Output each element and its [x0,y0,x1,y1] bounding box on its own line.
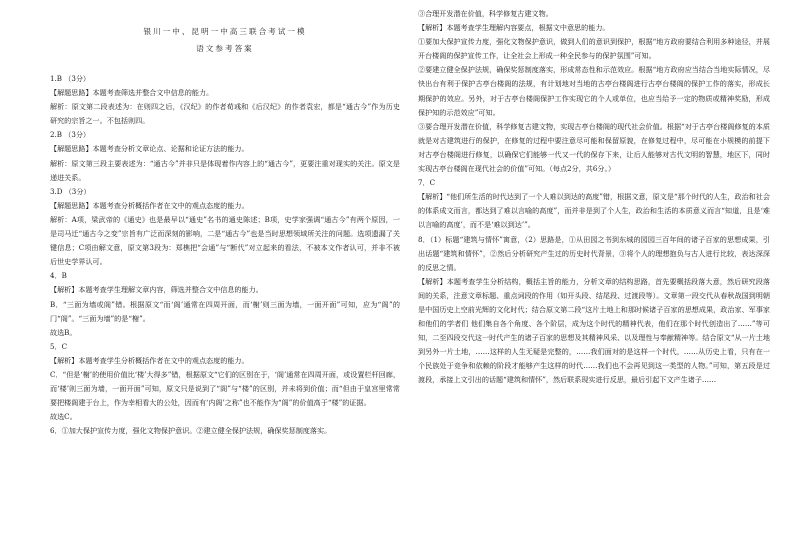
paragraph: 7．C [418,178,436,188]
paragraph: 【解题思路】本题考查分析概括作者在文中的观点态度的能力。 [50,200,249,210]
paragraph: 8．（1）标题“建筑与情怀”寓意，（2）思路是，①从田园之书到东城的园园三百年间的诸子百家的思想成果，引出话题“建筑和情怀”，②然后分析研究产生过的历史时代背景，③将个人的理想抱负与古人进行比较，表达深深的反思之情。 [418,234,770,272]
paragraph: ③要合理开发潜在价值，科学修复古建文物，实现古亭台楼阁的现代社会价值。根据“对于古亭台楼阁修复的本质就是对古建筑进行的保护，在修复的过程中要注意尽可能和保留原貌，在修复过程中，尽可能在小规模的前提下对古亭台楼阁进行修复，以确保它们能够一代又一代的保存下来，让后人能够对古代文明的智慧，地区下，同时实现古亭台楼阁在现代社会的价值”可知。（每点2分，共6分。） [418,121,770,174]
paragraph: 1.B （3分） [50,74,91,83]
paragraph: 6．①加大保护宣传力度，强化文物保护意识。②建立健全保护法规，确保奖惩制度落实。 [50,426,332,436]
paragraph: 故选B。 [50,327,77,337]
paragraph: ②要建立健全保护法规，确保奖惩制度落实，形成常态性和示范效应。根据“地方政府应当结合当地实际情况，尽快出台有利于保护古亭台楼阁的法规，有计划地对当地的古亭台楼阁进行古亭台楼阁的保护工作的落实，形成长期保护的效应。另外，对于古亭台楼阁保护工作实现它的个人或单位，也应当给予一定的物质或精神奖励，形成保护知的示范效应”可知。 [418,65,770,117]
paragraph: 解析：A项，梁武帝的《通史》也是最早以“通史”名书的通史陈述；B项，史学家强调“通古今”有两个原因，一是司马迁“通古今之变”宗旨有广泛而深刻的影响，二是“通古今”也是当时思想领域所关注的问题。选项遗漏了关键信息；C项由解文意，原文第3段为：郑樵把“会通”与“断代”对立起来的看法，不被本文作者认可，并非不被后世史学界认可。 [50,214,400,267]
paragraph: 解析：原文第三段主要表述为：“通古今”并非只是体现着作内容上的“通古今”，更要注重对现实的关注。原文是递进关系。 [50,158,400,182]
document-subtitle: 语文参考答案 [196,44,254,53]
paragraph: 【解析】本题考查学生理解文章内容，筛选并整合文中信息的能力。 [50,285,263,295]
paragraph: 【解析】“他们所生活的时代达到了一个人难以到达的高度”错，根据文意，原文是“那个时代的人生，政治和社会的体系成文而言，都达到了难以言喻的高度”，而并非是到了个人生，政治和生活的本质意义而言“知道，且是‘难以言喻的高度’，而不是‘难以到达’”。 [418,192,770,230]
paragraph: 【解析】本题考查学生理解内容要点，根据文中意思的能力。 [418,23,610,33]
paragraph: 故选C。 [50,412,77,422]
paragraph: 【解析】本题考查学生分析概括作者在文中的观点态度的能力。 [50,355,249,365]
paragraph: ③合理开发潜在价值，科学修复古建文物。 [418,9,553,18]
paragraph: ①要加大保护宣传力度，强化文物保护意识，做到人们的意识到保护，根据“地方政府要结合利用多种途径，并展开台楼阁的保护宣传工作，让全社会上形成一种全民参与的保护氛围”可知。 [418,37,770,61]
paragraph: 2.B （3分） [50,130,91,140]
document-title: 银川一中、昆明一中高三联合考试一模 [143,27,307,36]
paragraph: 【解题思路】本题考查筛选并整合文中信息的能力。 [50,88,214,98]
paragraph: 【解题思路】本题考查分析文章论点、论据和论证方法的能力。 [50,144,249,154]
paragraph: 3.D （3分） [50,186,91,196]
paragraph: B．“三面为墙或阁”错。根据原文“而‘阁’通常在四周开面，而‘榭’则三面为墙，一面开面”可知，应为“阁”的门“阁”。“三面为墙”的是“榭”。 [50,299,400,323]
paragraph: 4．B [50,271,67,281]
paragraph: C．“但是‘榭’的使用价值比‘楼’大得多”错，根据原文“它们的区别在于，‘阁’通常在四周开面，或设置栏杆回廊，而‘楼’则三面为墙，一面开面”可知，原文只是说到了“阁”与“楼”的区别，并未将到价值；而“但由于皇宫里常常要把楼阁建于台上，作为幸相看大的公处，因而有‘内阁’之称”也不能作为“阁”的价值高于“楼”的证据。 [50,369,400,408]
paragraph: 5．C [50,341,68,351]
paragraph: 【解析】本题考查学生分析结构，概括主旨的能力，分析文章的结构思路，首先要概括段落大意，然后研究段落间的关系，注意文章标题、重点词段的作用（如开头段、结尾段、过渡段等）。文章第一段交代从春秋战国到明朝是中国历史上空前光辉的文化时代；结合原文第二段“这片土地上和那时候诸子百家的思想成果，政治家、军事家和他们的学者们 他们集自各个角度、各个阶层，成为这个时代的精神代表，他们在那个时代创造出了……”等可知，二至四段交代这一时代产生的诸子百家的思想及其精神风采、以及理性与奉献精神等。结合原文“从一片土地到另外一片土地，……这样的人生无疑是完整的，……我们面对的是这样一个时代，……从历史上看，只有在一个民族处于竞争和依赖的阶段才能够产生这样的时代……我们也不会再见到这一类型的人物。”可知，第五段是过渡段，承接上文引出的话题“建筑和情怀”，然后联系现实进行反思，最后引起下文产生诸子…… [418,276,770,385]
left-column [50,24,400,438]
paragraph: 解析：原文第二段表述为：在则四之后，《汉纪》的作者荀彧和《后汉纪》的作者袁宏，都是“通古今”作为历史研究的宗旨之一。不包括则四。 [50,102,400,126]
title-block [50,24,400,58]
right-column [418,7,770,388]
